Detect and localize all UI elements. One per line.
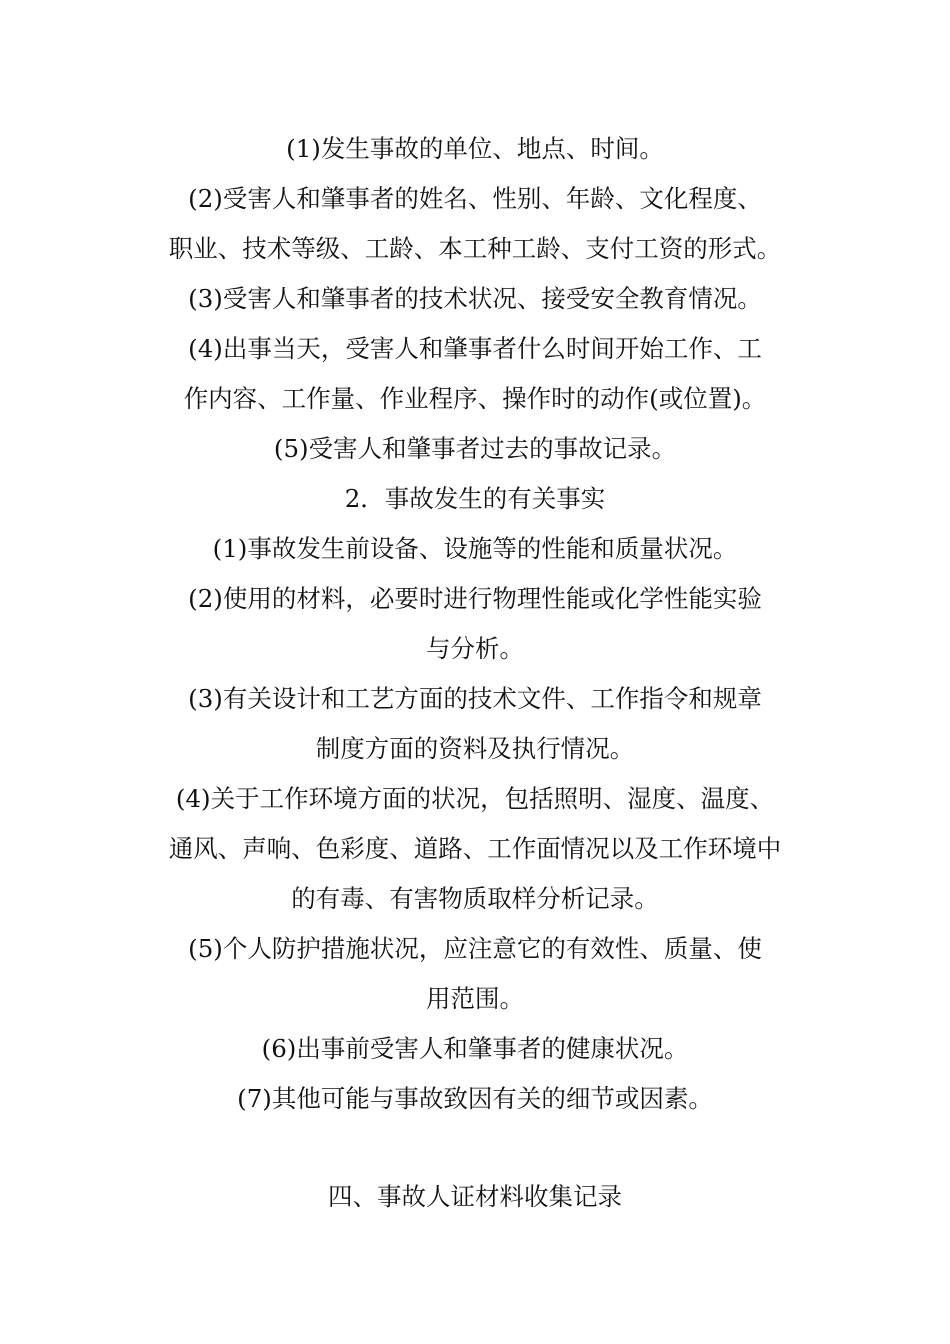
text-line: (1)事故发生前设备、设施等的性能和质量状况。	[212, 534, 738, 563]
subsection-heading: 2．事故发生的有关事实	[344, 484, 606, 513]
text-line: 用范围。	[426, 984, 524, 1013]
text-line: 通风、声响、色彩度、道路、工作面情况以及工作环境中	[168, 834, 782, 863]
section-heading: 四、事故人证材料收集记录	[328, 1182, 622, 1211]
text-line: (5)个人防护措施状况，应注意它的有效性、质量、使	[188, 934, 762, 963]
text-line: (5)受害人和肇事者过去的事故记录。	[273, 434, 677, 463]
text-line: (2)受害人和肇事者的姓名、性别、年龄、文化程度、	[188, 184, 762, 213]
text-line: 职业、技术等级、工龄、本工种工龄、支付工资的形式。	[168, 234, 782, 263]
text-line: (2)使用的材料，必要时进行物理性能或化学性能实验	[188, 584, 762, 613]
text-line: (4)关于工作环境方面的状况，包括照明、湿度、温度、	[175, 784, 775, 813]
text-line: (6)出事前受害人和肇事者的健康状况。	[261, 1034, 689, 1063]
text-line: (3)有关设计和工艺方面的技术文件、工作指令和规章	[188, 684, 762, 713]
text-line: (1)发生事故的单位、地点、时间。	[286, 134, 664, 163]
text-line: 的有毒、有害物质取样分析记录。	[291, 884, 659, 913]
text-line: (7)其他可能与事故致因有关的细节或因素。	[237, 1084, 713, 1113]
text-line: 与分析。	[426, 634, 524, 663]
text-line: (3)受害人和肇事者的技术状况、接受安全教育情况。	[188, 284, 762, 313]
text-line: 作内容、工作量、作业程序、操作时的动作(或位置)。	[183, 384, 767, 413]
text-line: 制度方面的资料及执行情况。	[315, 734, 635, 763]
text-line: (4)出事当天，受害人和肇事者什么时间开始工作、工	[188, 334, 762, 363]
